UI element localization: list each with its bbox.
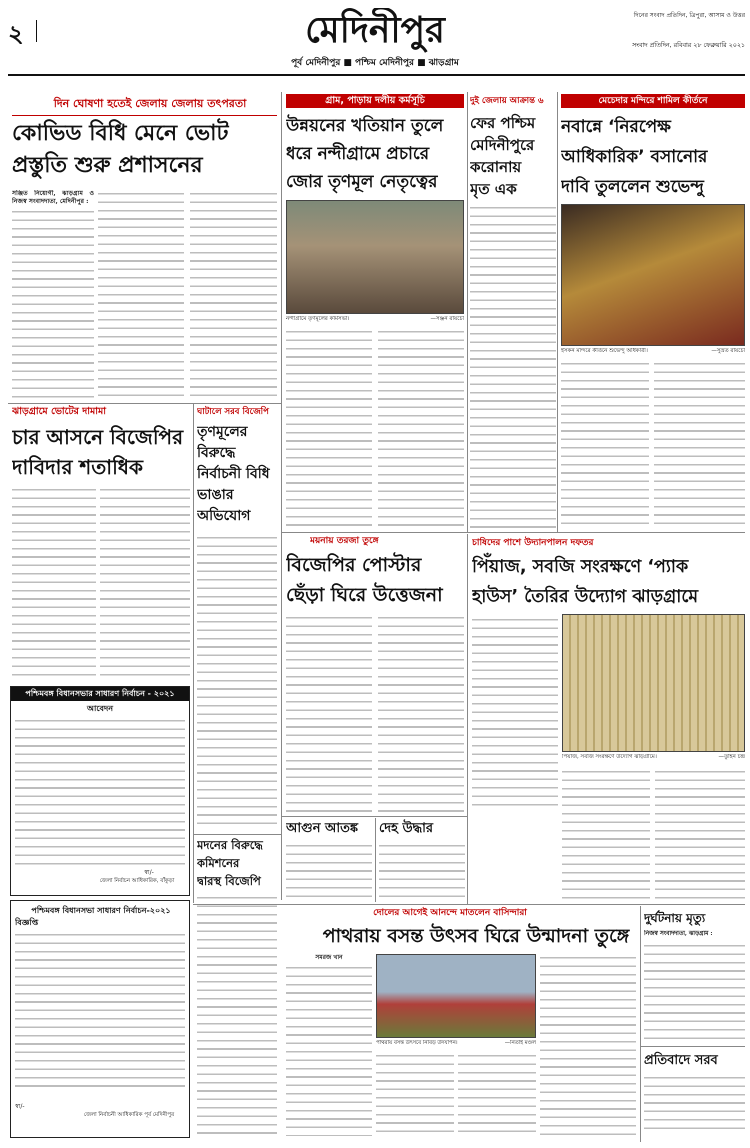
suvendu-headline-line3: দাবি তুললেন শুভেন্দু (561, 177, 704, 197)
covid-kicker: দিন ঘোষণা হতেই জেলায় জেলায় তৎপরতা (53, 97, 247, 110)
tmc-body (197, 534, 277, 830)
protest-headline: প্রতিবাদে সরব (644, 1053, 718, 1068)
kicker-rule (12, 115, 277, 116)
nandigram-body-col1 (286, 328, 372, 528)
basanta-credit: —নিতাই মণ্ডল (504, 1040, 536, 1046)
column-rule (557, 92, 558, 532)
suvendu-body-col2 (654, 360, 745, 530)
notice2-signature: স্বা/- (15, 1103, 25, 1110)
section-rule (8, 403, 281, 404)
column-rule (640, 906, 641, 1142)
onion-credit: —তুহিন চন্দ্র (718, 754, 745, 760)
notice2-body (15, 931, 185, 1091)
masthead-rule (8, 74, 745, 76)
nandigram-kicker: গ্রাম, পাড়ায় দলীয় কর্মসূচি (286, 94, 464, 108)
onion-caption: পিঁয়াজ, সবজি সংরক্ষণে উদ্যোগ ঝাড়গ্রামে। (562, 754, 657, 760)
poster-kicker: ময়নায় তরজা তুঙ্গে (310, 536, 379, 546)
suvendu-headline-line2: আধিকারিক’ বসানোর (561, 147, 708, 167)
corona-body (470, 204, 556, 528)
suvendu-body-col1 (561, 360, 649, 530)
nandigram-photo (286, 200, 464, 314)
jhargram-body-col1 (12, 486, 96, 682)
onion-body-col2 (562, 768, 650, 902)
section-rule (281, 816, 467, 817)
jhargram-headline-line1: চার আসনে বিজেপির (12, 425, 184, 449)
body-recovery-headline: দেহ উদ্ধার (379, 821, 434, 836)
suvendu-credit: —সুভ্রত রায়চৌ (711, 348, 745, 354)
madan-headline-line1: মদনের বিরুদ্ধে (197, 838, 263, 852)
tmc-kicker: ঘাটালে সরব বিজেপি (197, 407, 269, 417)
section-rule (281, 532, 745, 533)
accident-headline: দুর্ঘটনায় মৃত্যু (644, 911, 706, 925)
section-rule (640, 1046, 745, 1047)
covid-body-col3 (190, 190, 277, 398)
election-notice-appeal (10, 686, 190, 896)
basanta-kicker: দোলের আগেই আনন্দে মাতলেন বাসিন্দারা (373, 908, 527, 918)
covid-body-col2 (98, 190, 184, 398)
suvendu-kicker: মেচেদার মন্দিরে শামিল কীর্তনে (561, 94, 745, 108)
onion-headline-line1: পিঁয়াজ, সবজি সংরক্ষণে ‘প্যাক (472, 557, 689, 577)
accident-body (644, 942, 745, 1042)
corona-headline-line1: ফের পশ্চিম (470, 114, 536, 132)
nandigram-headline-line2: ধরে নন্দীগ্রামে প্রচারে (286, 144, 430, 164)
column-rule (467, 92, 468, 532)
notice2-title: পশ্চিমবঙ্গ বিধানসভা সাধারণ নির্বাচন-২০২১ (31, 906, 171, 915)
column-rule (281, 92, 282, 900)
notice-subtitle: আবেদন (87, 704, 113, 713)
jhargram-body-col2 (100, 486, 190, 682)
basanta-caption: পাথরায় বসন্ত উৎসবে নিবিড় উদযাপন। (376, 1040, 458, 1046)
masthead-dateline: সংবাদ প্রতিদিন, রবিবার ২৮ ফেব্রুয়ারি ২০২১ (632, 42, 745, 49)
onion-body-left (472, 616, 558, 812)
covid-headline-line2: প্রস্তুতি শুরু প্রশাসনের (12, 153, 203, 178)
basanta-body-col4 (540, 954, 636, 1136)
column-rule (193, 403, 194, 903)
notice-title-bar: পশ্চিমবঙ্গ বিধানসভার সাধারণ নির্বাচন - ২০২১ (11, 687, 189, 701)
page-number: ২ (8, 19, 24, 44)
basanta-byline: সমরজ খান (315, 954, 343, 961)
covid-body-col1 (12, 208, 94, 398)
basanta-body-col1 (286, 964, 372, 1136)
poster-body-col2 (378, 614, 464, 814)
column-rule (375, 818, 376, 902)
madan-headline-line3: দ্বারস্থ বিজেপি (197, 874, 261, 888)
jhargram-kicker: ঝাড়গ্রামে ভোটের দামামা (12, 406, 107, 417)
fire-body (286, 842, 372, 900)
protest-body (644, 1074, 745, 1136)
nandigram-caption: নন্দীগ্রামে তৃণমূলের কর্মিসভা। (286, 316, 350, 322)
section-rule (193, 834, 281, 835)
column-rule (467, 534, 468, 904)
notice2-signer: জেলা নির্বাচনী আধিকারিক পূর্ব মেদিনীপুর (83, 1112, 175, 1118)
covid-headline-line1: কোভিড বিধি মেনে ভোট (12, 121, 229, 146)
masthead-title: মেদিনীপুর (305, 10, 445, 51)
nandigram-credit: —সঞ্জন রায়চৌ (430, 316, 464, 322)
basanta-headline: পাথরায় বসন্ত উৎসব ঘিরে উন্মাদনা তুঙ্গে (322, 925, 630, 947)
notice-body (15, 717, 185, 865)
fire-headline: আগুন আতঙ্ক (286, 821, 359, 836)
election-notice (10, 900, 190, 1138)
corona-headline-line4: মৃত এক (470, 180, 517, 198)
onion-photo (562, 614, 745, 752)
poster-body-col1 (286, 614, 372, 814)
basanta-body-col3 (458, 1052, 536, 1136)
notice-signer: জেলা নির্বাচন আধিকারিক, বাঁকুড়া (99, 878, 175, 884)
madan-body (197, 894, 277, 1134)
onion-headline-line2: হাউস’ তৈরির উদ্যোগ ঝাড়গ্রামে (472, 587, 699, 607)
jhargram-headline-line2: দাবিদার শতাধিক (12, 455, 143, 479)
onion-kicker: চাষিদের পাশে উদ্যানপালন দফতর (472, 538, 594, 548)
nandigram-headline-line1: উন্নয়নের খতিয়ান তুলে (286, 116, 444, 136)
suvendu-caption: ইসকন মন্দিরে কীর্তনে শুভেন্দু অধিকারী। (561, 348, 648, 354)
masthead-divider (36, 20, 37, 42)
onion-body-col3 (655, 768, 745, 902)
nandigram-body-col2 (378, 328, 464, 528)
corona-headline-line3: করোনায় (470, 158, 522, 176)
suvendu-headline-line1: নবান্নে ‘নিরপেক্ষ (561, 117, 671, 137)
corona-kicker: দুই জেলায় আক্রান্ত ৬ (470, 96, 544, 106)
corona-headline-line2: মেদিনীপুরে (470, 136, 535, 154)
body-recovery-body (379, 842, 465, 900)
section-rule (193, 904, 745, 905)
poster-headline-line2: ছেঁড়া ঘিরে উত্তেজনা (286, 584, 443, 606)
madan-headline-line2: কমিশনের (197, 856, 240, 870)
accident-dateline: নিজস্ব সংবাদদাতা, ঝাড়গ্রাম : (644, 931, 713, 937)
tmc-headline: তৃণমূলের বিরুদ্ধে নির্বাচনী বিধি ভাঙার অভিযোগ (197, 424, 270, 524)
covid-dateline: সঞ্জিত নিয়োগী, ঝাড়গ্রাম ও নিজস্ব সংবাদদাতা, মেদিনীপুর : (12, 190, 94, 206)
masthead-right-top: দিনের সংবাদ প্রতিদিন, ত্রিপুরা, আসাম ও উত্তর (633, 12, 745, 19)
notice2-subtitle: বিজ্ঞপ্তি (15, 918, 39, 927)
nandigram-headline-line3: জোর তৃণমূল নেতৃত্বের (286, 172, 438, 192)
masthead-sections: পূর্ব মেদিনীপুর ■ পশ্চিম মেদিনীপুর ■ ঝাড়গ্রাম (291, 58, 459, 68)
suvendu-photo (561, 204, 745, 346)
basanta-photo (376, 954, 536, 1038)
poster-headline-line1: বিজেপির পোস্টার (286, 554, 422, 576)
notice-signature: স্বা/- (144, 869, 154, 876)
basanta-body-col2 (376, 1052, 454, 1136)
